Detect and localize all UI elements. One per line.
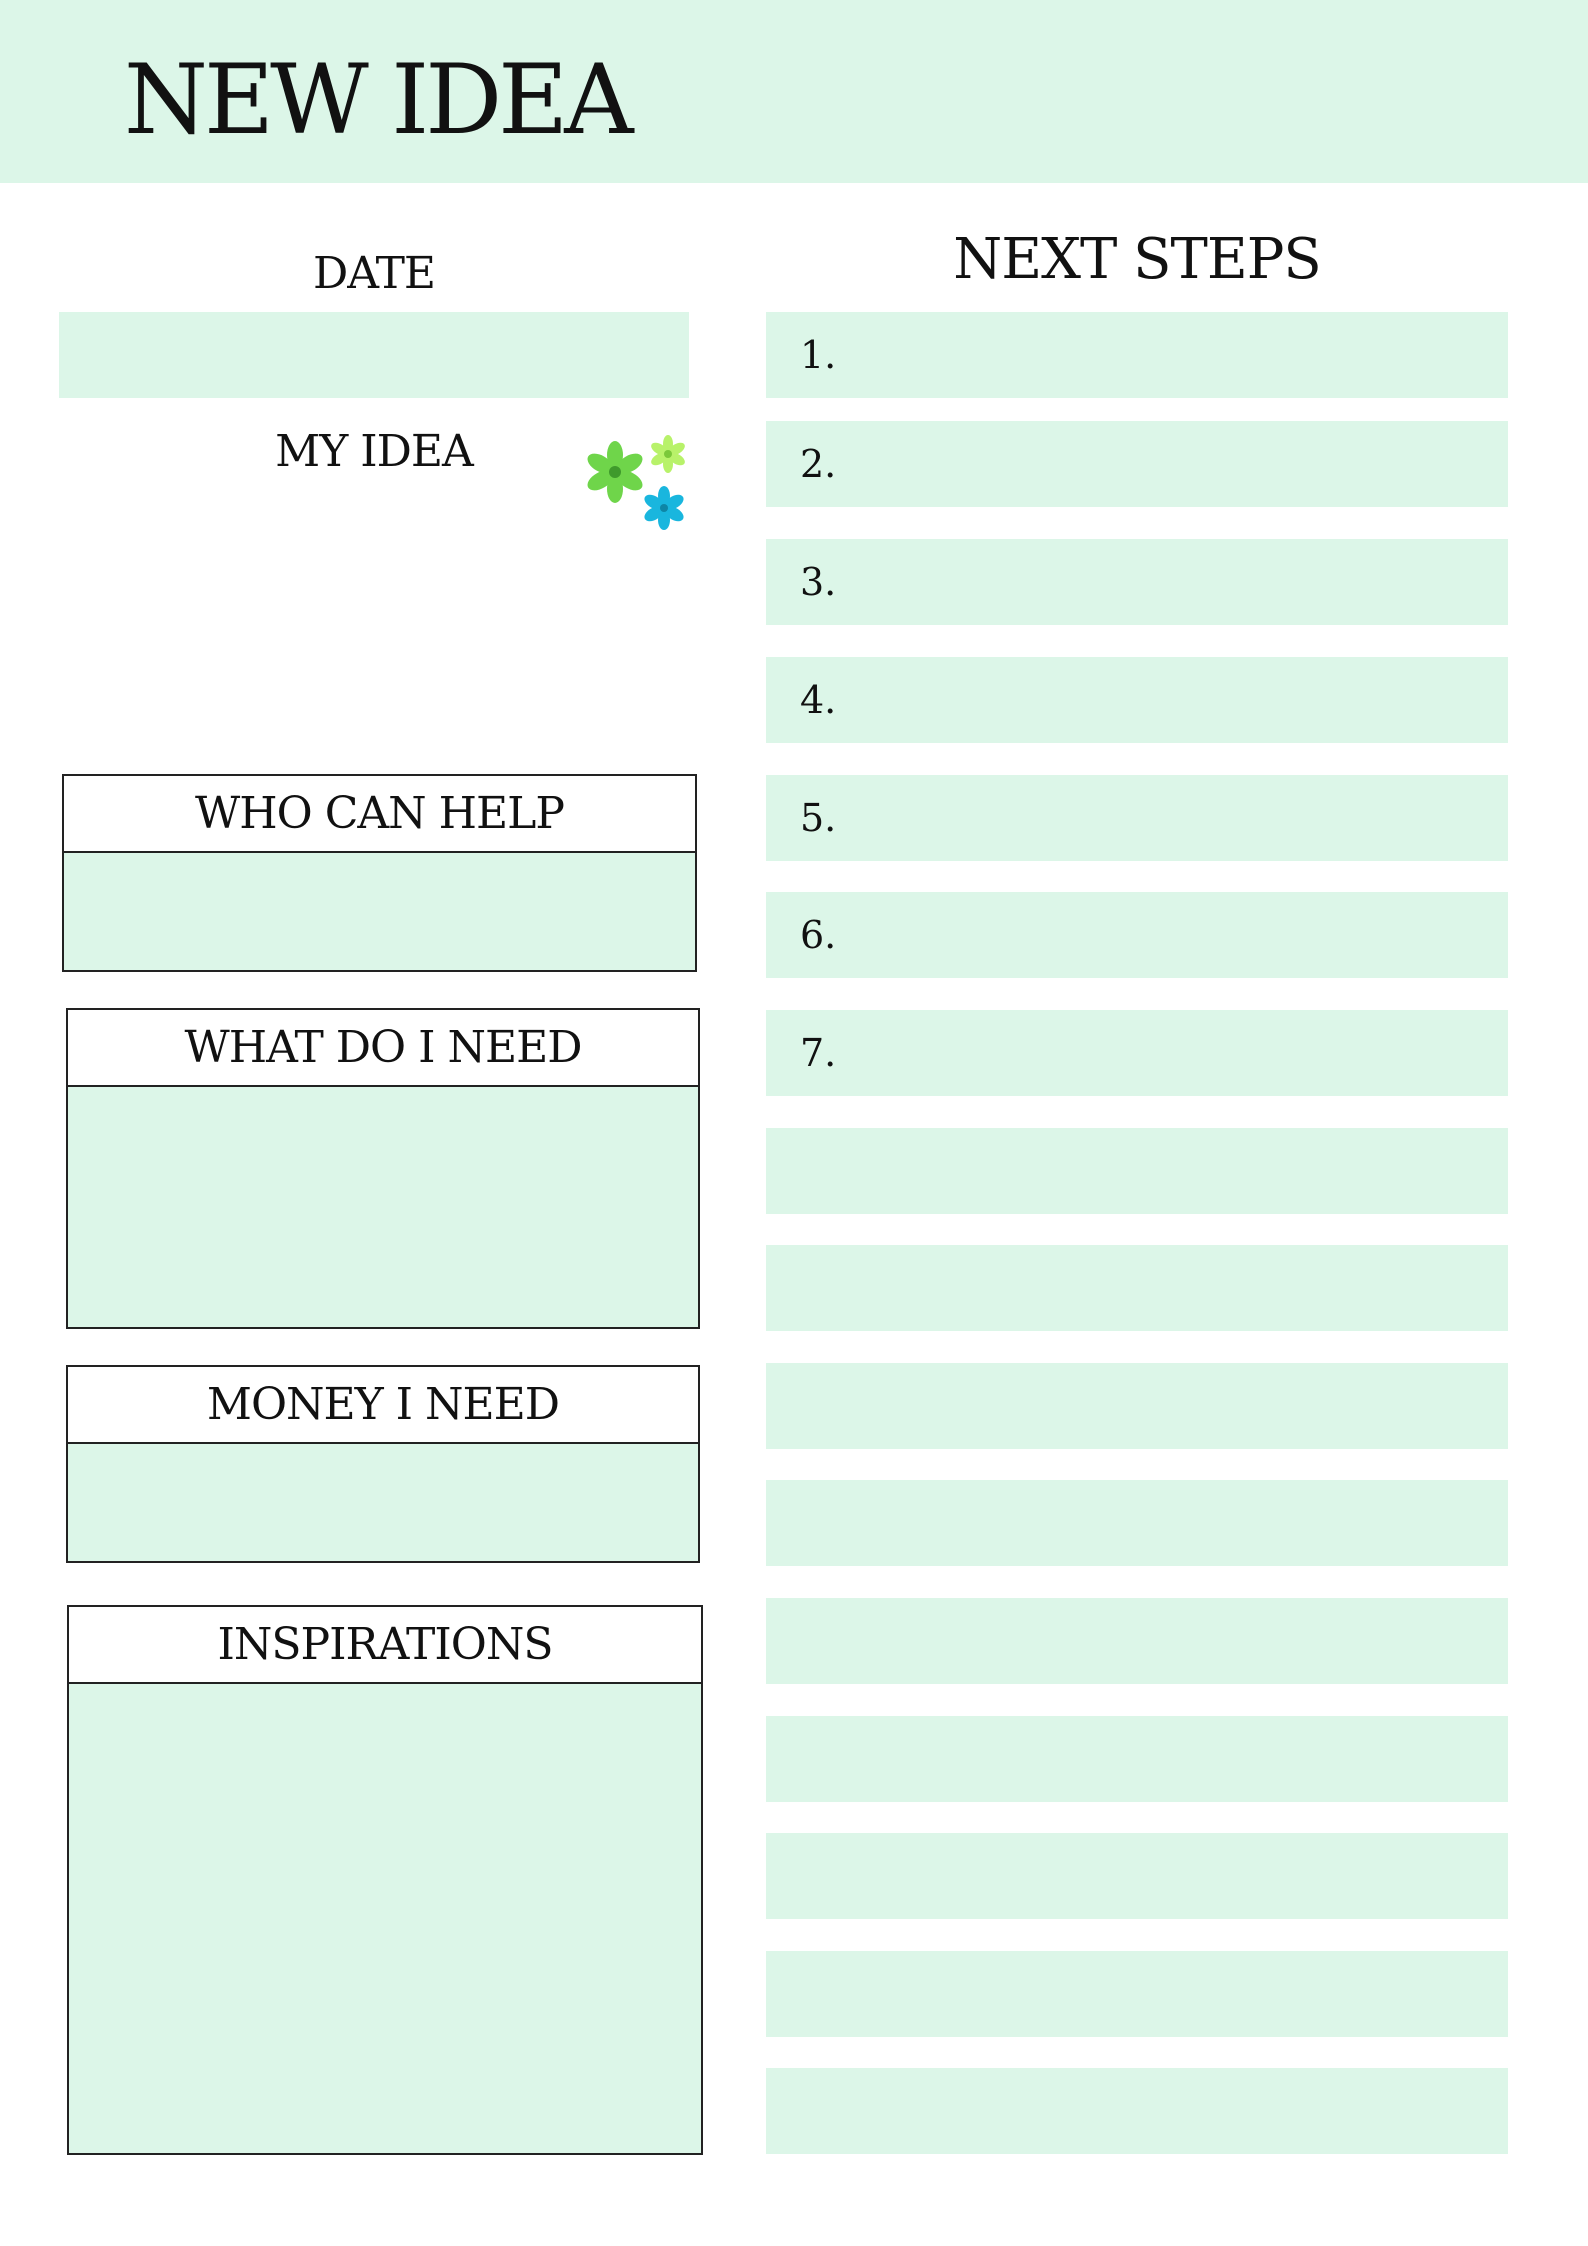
next-steps-title: NEXT STEPS	[953, 227, 1321, 292]
step-row[interactable]	[766, 1480, 1508, 1566]
step-number: 2.	[800, 442, 837, 486]
step-row[interactable]	[766, 539, 1508, 625]
step-number: 4.	[800, 678, 837, 722]
money-i-need-box[interactable]	[66, 1365, 700, 1563]
step-number: 5.	[800, 796, 837, 840]
step-row[interactable]	[766, 657, 1508, 743]
step-row[interactable]	[766, 421, 1508, 507]
flowers-decoration	[580, 430, 700, 540]
money-i-need-label: MONEY I NEED	[68, 1367, 698, 1444]
step-row[interactable]	[766, 892, 1508, 978]
step-number: 7.	[800, 1031, 837, 1075]
flower-icon-lime	[649, 435, 687, 473]
date-field[interactable]	[59, 312, 689, 398]
who-can-help-label: WHO CAN HELP	[64, 776, 695, 853]
page-title: NEW IDEA	[124, 44, 630, 156]
step-row[interactable]	[766, 1128, 1508, 1214]
step-row[interactable]	[766, 1716, 1508, 1802]
step-row[interactable]	[766, 1951, 1508, 2037]
date-label: DATE	[312, 248, 436, 299]
step-row[interactable]	[766, 1598, 1508, 1684]
what-do-i-need-label: WHAT DO I NEED	[68, 1010, 698, 1087]
step-number: 6.	[800, 913, 837, 957]
who-can-help-box[interactable]	[62, 774, 697, 972]
step-row[interactable]	[766, 1833, 1508, 1919]
step-row[interactable]	[766, 312, 1508, 398]
flower-icon-green	[584, 441, 646, 503]
step-row[interactable]	[766, 775, 1508, 861]
step-number: 1.	[800, 333, 837, 377]
step-row[interactable]	[766, 1010, 1508, 1096]
step-number: 3.	[800, 560, 837, 604]
step-row[interactable]	[766, 2068, 1508, 2154]
inspirations-label: INSPIRATIONS	[69, 1607, 701, 1684]
my-idea-label: MY IDEA	[275, 426, 473, 477]
step-row[interactable]	[766, 1363, 1508, 1449]
flower-icon-blue	[642, 486, 686, 530]
what-do-i-need-box[interactable]	[66, 1008, 700, 1329]
step-row[interactable]	[766, 1245, 1508, 1331]
inspirations-box[interactable]	[67, 1605, 703, 2155]
